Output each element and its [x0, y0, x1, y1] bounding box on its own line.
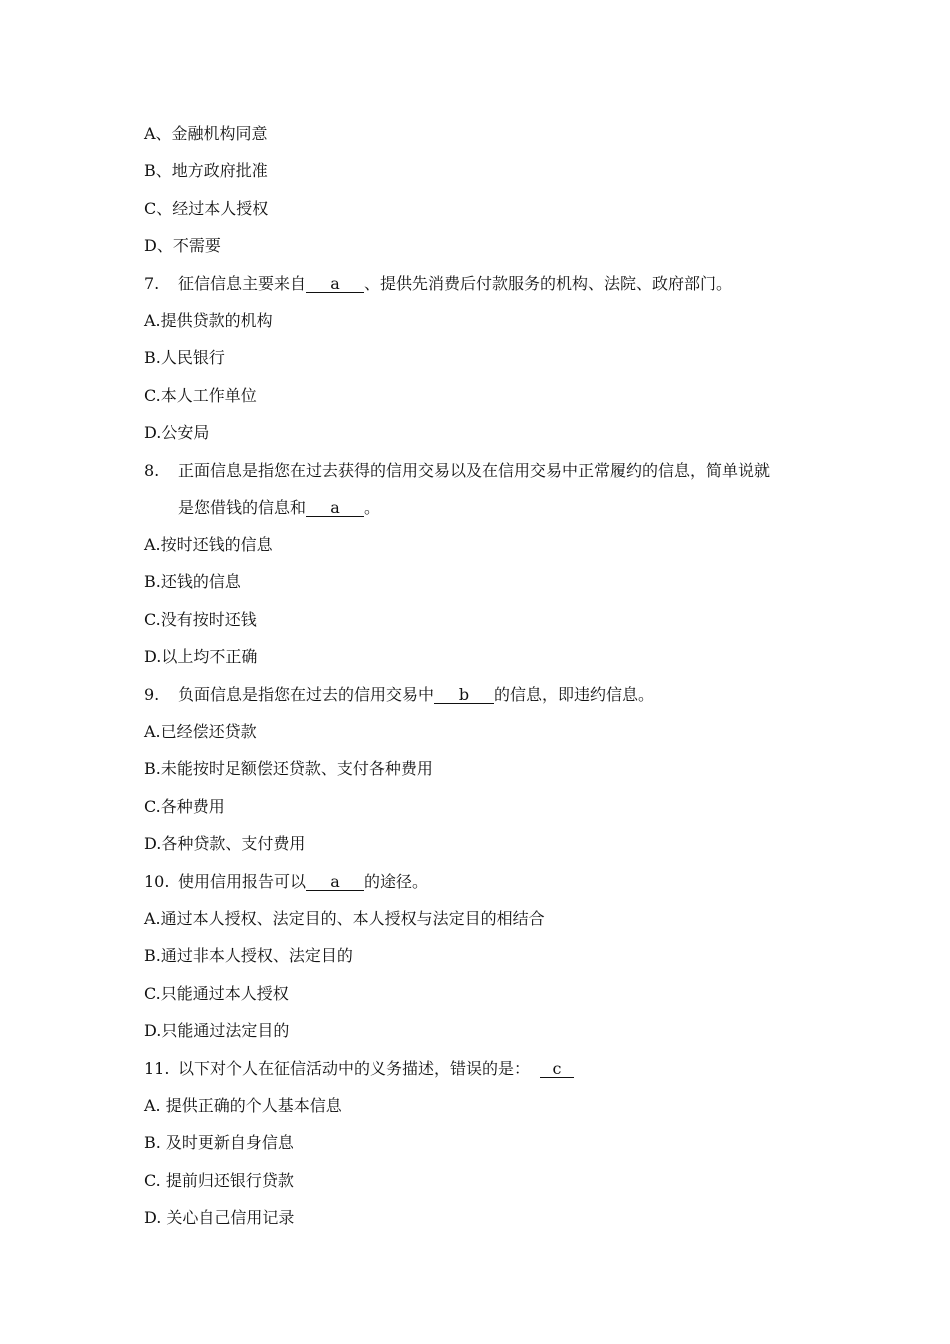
- option-c: C.只能通过本人授权: [144, 984, 289, 1003]
- option-a: A.按时还钱的信息: [144, 535, 273, 554]
- option-b: B. 及时更新自身信息: [144, 1133, 294, 1152]
- option-c: C. 提前归还银行贷款: [144, 1171, 294, 1190]
- question-number: 8.: [144, 461, 160, 480]
- option-d: D. 关心自己信用记录: [144, 1208, 295, 1227]
- option-c: C、经过本人授权: [144, 199, 269, 218]
- answer-blank: a: [306, 874, 364, 891]
- answer-blank: a: [306, 500, 364, 517]
- option-a: A.提供贷款的机构: [144, 311, 273, 330]
- option-a: A.通过本人授权、法定目的、本人授权与法定目的相结合: [144, 909, 545, 928]
- option-b: B.还钱的信息: [144, 572, 241, 591]
- question-text: 负面信息是指您在过去的信用交易中: [178, 685, 435, 704]
- option-a: A.已经偿还贷款: [144, 722, 257, 741]
- question-text-end: 、提供先消费后付款服务的机构、法院、政府部门。: [364, 274, 733, 293]
- option-a: A、金融机构同意: [144, 124, 268, 143]
- option-a: A. 提供正确的个人基本信息: [144, 1096, 342, 1115]
- option-b: B.人民银行: [144, 348, 225, 367]
- option-d: D.只能通过法定目的: [144, 1021, 290, 1040]
- answer-blank: a: [306, 276, 364, 293]
- question-9: [144, 685, 654, 705]
- question-text-end: 的途径。: [364, 872, 429, 891]
- question-number: 7.: [144, 274, 160, 293]
- option-c: C.没有按时还钱: [144, 610, 257, 629]
- option-d: D.各种贷款、支付费用: [144, 834, 306, 853]
- option-b: B.未能按时足额偿还贷款、支付各种费用: [144, 759, 433, 778]
- question-8-continuation: [178, 498, 380, 518]
- question-text: 征信信息主要来自: [178, 274, 307, 293]
- question-number: 9.: [144, 685, 160, 704]
- question-number: 10.: [144, 872, 170, 891]
- question-text: 使用信用报告可以: [178, 872, 307, 891]
- option-c: C.各种费用: [144, 797, 225, 816]
- question-8: [144, 461, 770, 481]
- question-number: 11.: [144, 1059, 170, 1078]
- option-d: D.以上均不正确: [144, 647, 258, 666]
- option-d: D.公安局: [144, 423, 210, 442]
- option-d: D、不需要: [144, 236, 221, 255]
- question-11: [144, 1059, 574, 1079]
- option-c: C.本人工作单位: [144, 386, 257, 405]
- question-7: [144, 274, 732, 294]
- question-text: 是您借钱的信息和: [178, 498, 307, 517]
- question-text: 以下对个人在征信活动中的义务描述，错误的是：: [178, 1059, 531, 1078]
- option-b: B、地方政府批准: [144, 161, 268, 180]
- answer-blank: b: [434, 687, 494, 704]
- question-10: [144, 872, 428, 892]
- option-b: B.通过非本人授权、法定目的: [144, 946, 353, 965]
- question-text-end: 。: [364, 498, 381, 517]
- question-text: 正面信息是指您在过去获得的信用交易以及在信用交易中正常履约的信息，简单说就: [178, 461, 771, 480]
- question-text-end: 的信息，即违约信息。: [494, 685, 655, 704]
- answer-blank: c: [540, 1061, 574, 1078]
